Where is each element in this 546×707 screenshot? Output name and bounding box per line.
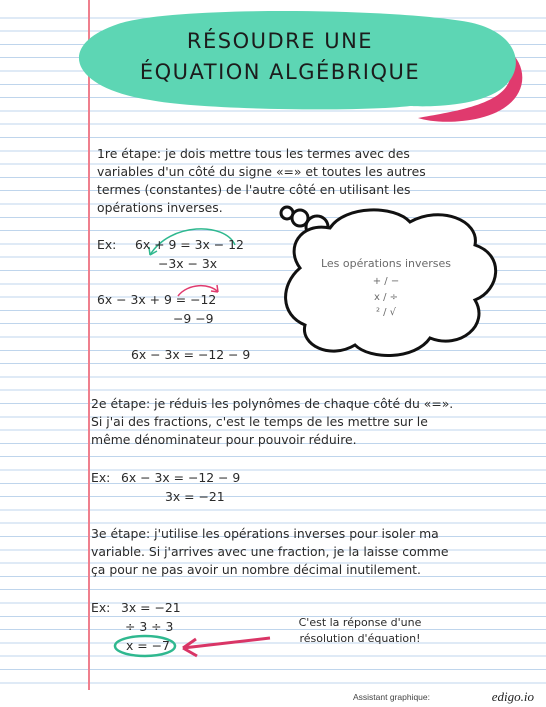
step2-line-3: même dénominateur pour pouvoir réduire. — [91, 432, 357, 447]
example1-eq2-ops: −9 −9 — [173, 311, 214, 326]
answer-note-line-2: résolution d'équation! — [299, 632, 421, 645]
cloud-op-3: ² / √ — [375, 307, 397, 318]
page-title — [130, 26, 430, 88]
cloud-op-2: x / ÷ — [373, 292, 399, 303]
footer-brand[interactable]: edigo.io — [491, 689, 534, 704]
footer-label: Assistant graphique: — [352, 692, 430, 702]
example2-eq1: 6x − 3x = −12 − 9 — [121, 470, 241, 485]
example1-label: Ex: — [97, 237, 117, 252]
step1-line-4: opérations inverses. — [97, 200, 223, 215]
example3-label: Ex: — [91, 600, 111, 615]
example1-eq3: 6x − 3x = −12 − 9 — [131, 347, 251, 362]
example1-eq2: 6x − 3x + 9 = −12 — [97, 292, 217, 307]
step3-line-1: 3e étape: j'utilise les opérations inverses pour isoler ma — [91, 526, 439, 541]
footer — [0, 690, 546, 707]
example2-label: Ex: — [91, 470, 111, 485]
step3-line-3: ça pour ne pas avoir un nombre décimal inutilement. — [91, 562, 421, 577]
example3-answer: x = −7 — [126, 638, 170, 653]
step1-line-3: termes (constantes) de l'autre côté en utilisant les — [97, 182, 411, 197]
example3-eq1-ops: ÷ 3 ÷ 3 — [125, 619, 174, 634]
step3-line-2: variable. Si j'arrives avec une fraction, je la laisse comme — [91, 544, 449, 559]
example3-eq1: 3x = −21 — [121, 600, 181, 615]
title-line-1: RÉSOUDRE UNE — [186, 29, 374, 53]
title-line-2: ÉQUATION ALGÉBRIQUE — [139, 60, 421, 84]
cloud-title: Les opérations inverses — [320, 257, 452, 270]
example2-eq2: 3x = −21 — [165, 489, 225, 504]
answer-note-line-1: C'est la réponse d'une — [298, 616, 422, 629]
step1-line-1: 1re étape: je dois mettre tous les termes avec des — [97, 146, 410, 161]
step2-line-2: Si j'ai des fractions, c'est le temps de les mettre sur le — [91, 414, 428, 429]
example1-eq1: 6x + 9 = 3x − 12 — [135, 237, 244, 252]
step1-line-2: variables d'un côté du signe «=» et toutes les autres — [97, 164, 426, 179]
example1-eq1-ops: −3x − 3x — [158, 256, 218, 271]
step2-line-1: 2e étape: je réduis les polynômes de chaque côté du «=». — [91, 396, 454, 411]
cloud-op-1: + / − — [372, 276, 400, 287]
